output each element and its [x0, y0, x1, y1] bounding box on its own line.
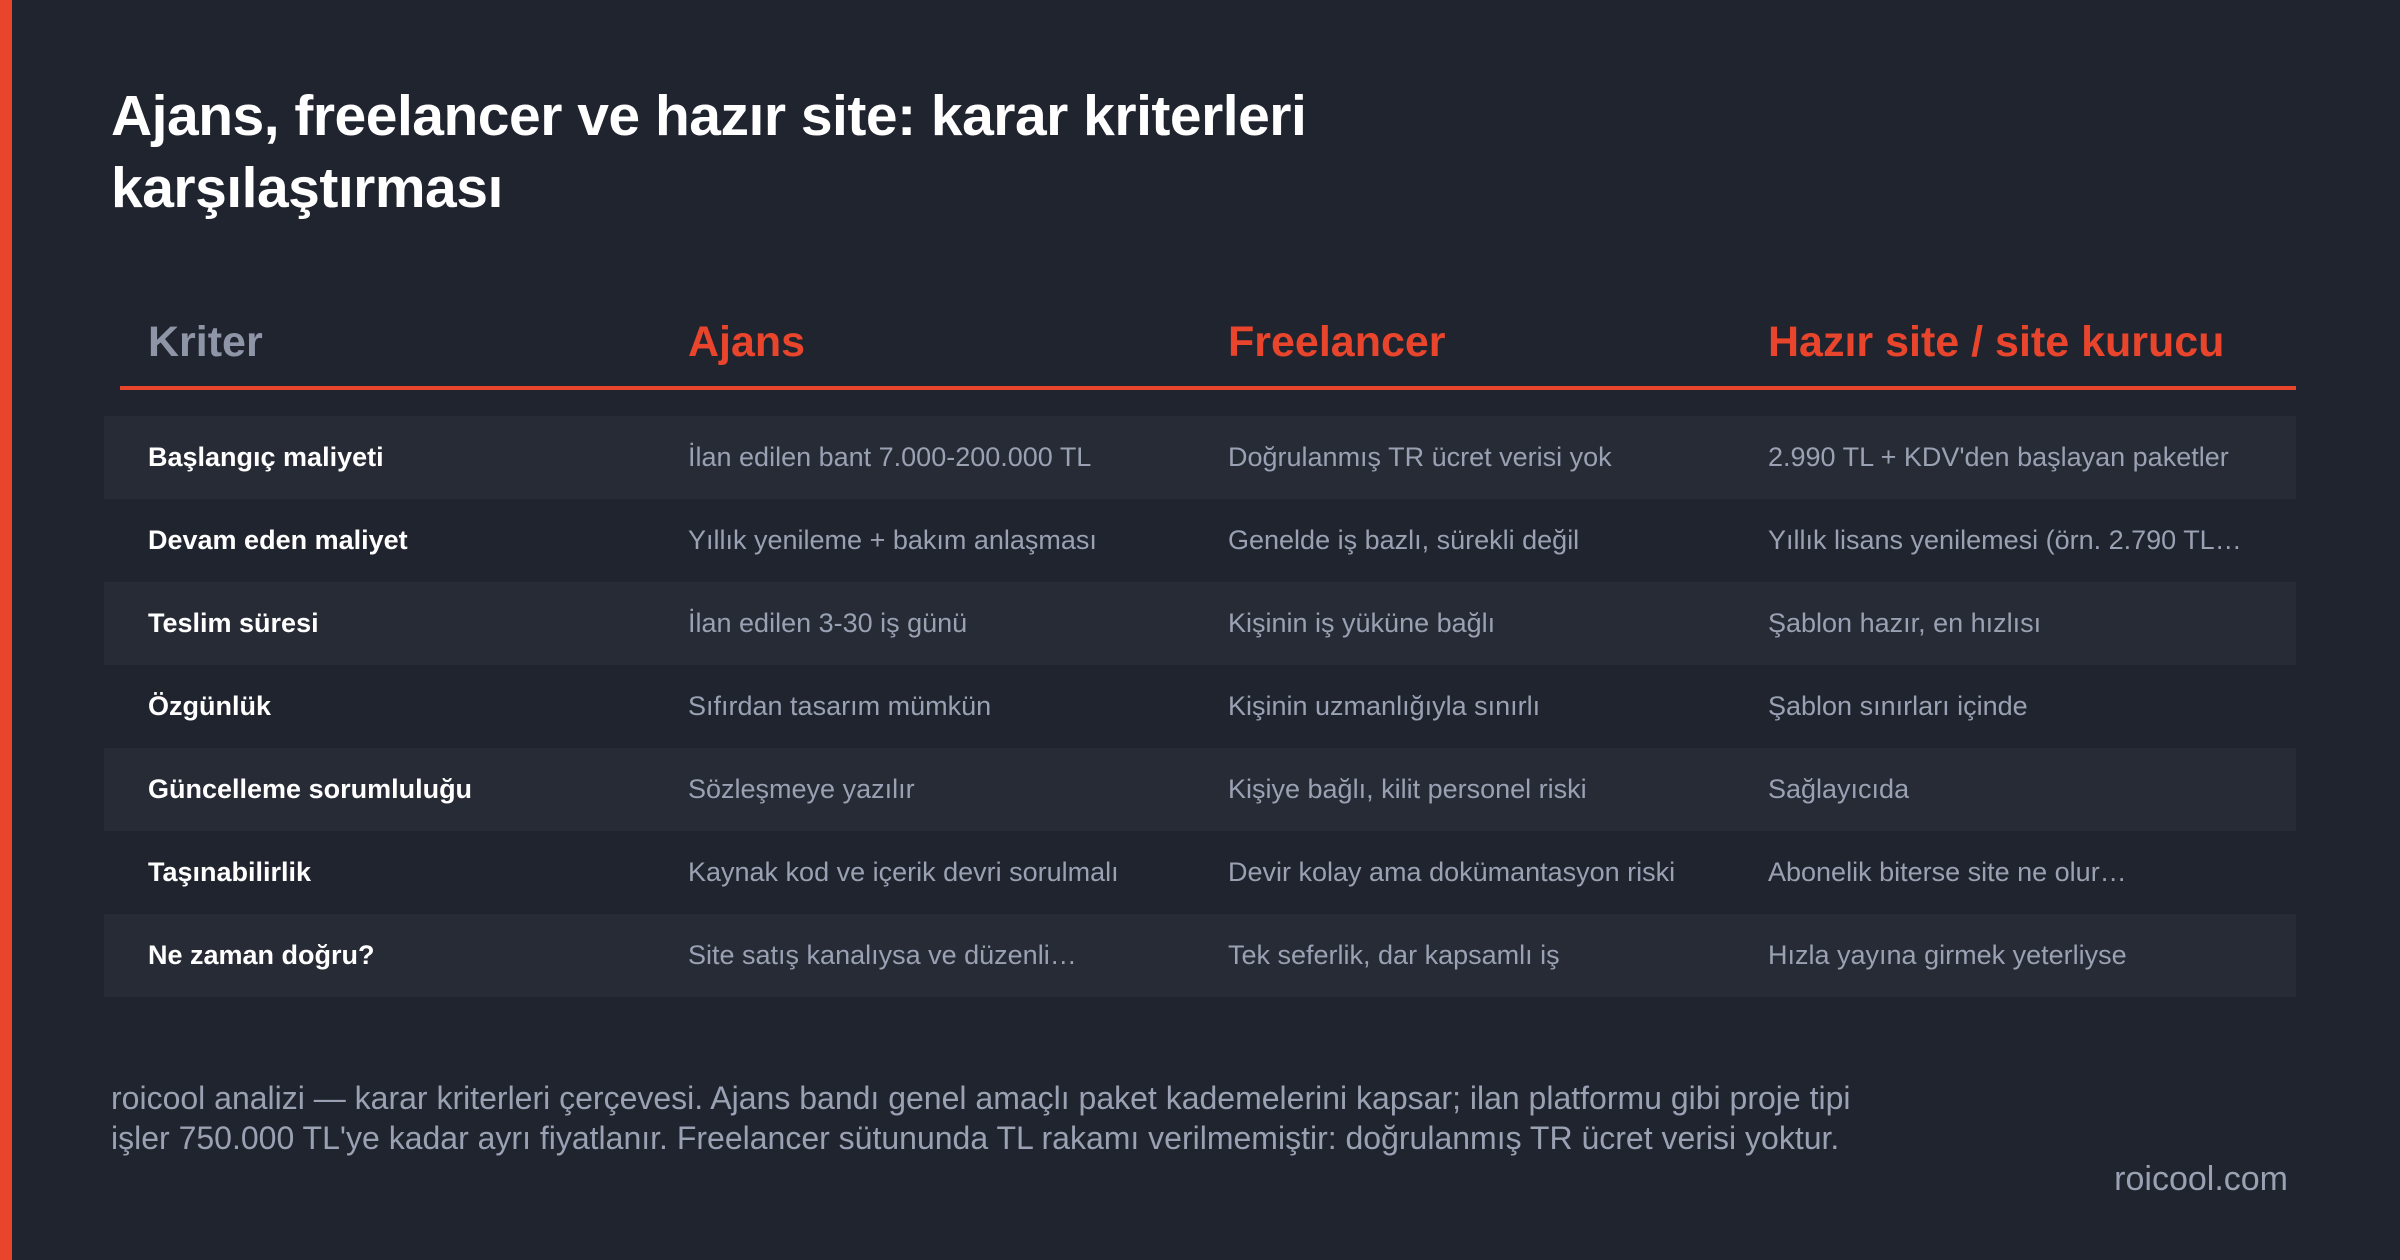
- site-builder-cell: Şablon hazır, en hızlısı: [1768, 608, 2042, 638]
- site-builder-cell: Hızla yayına girmek yeterliyse: [1768, 940, 2127, 970]
- criterion-cell: Güncelleme sorumluluğu: [148, 774, 473, 804]
- table-row: [104, 831, 2296, 914]
- accent-bar: [0, 0, 12, 1260]
- criterion-cell: Devam eden maliyet: [148, 525, 408, 555]
- table-row: [104, 748, 2296, 831]
- header-divider: [120, 386, 2296, 390]
- header-freelancer: Freelancer: [1228, 318, 1446, 366]
- header-criterion: Kriter: [148, 318, 263, 366]
- freelancer-cell: Kişinin uzmanlığıyla sınırlı: [1228, 691, 1541, 721]
- table-row: [104, 582, 2296, 665]
- freelancer-cell: Devir kolay ama dokümantasyon riski: [1228, 857, 1676, 887]
- freelancer-cell: Doğrulanmış TR ücret verisi yok: [1228, 442, 1612, 472]
- page-title: Ajans, freelancer ve hazır site: karar kriterleri karşılaştırması: [111, 84, 1307, 220]
- site-builder-cell: Abonelik biterse site ne olur…: [1768, 857, 2127, 887]
- agency-cell: Sözleşmeye yazılır: [688, 774, 915, 804]
- agency-cell: Sıfırdan tasarım mümkün: [688, 691, 992, 721]
- header-agency: Ajans: [688, 318, 806, 366]
- agency-cell: İlan edilen 3-30 iş günü: [688, 608, 968, 638]
- table-row: [104, 665, 2296, 748]
- criterion-cell: Teslim süresi: [148, 608, 319, 638]
- criterion-cell: Özgünlük: [148, 691, 271, 721]
- site-builder-cell: Sağlayıcıda: [1768, 774, 1910, 804]
- freelancer-cell: Tek seferlik, dar kapsamlı iş: [1228, 940, 1560, 970]
- criterion-cell: Taşınabilirlik: [148, 857, 312, 887]
- freelancer-cell: Kişinin iş yüküne bağlı: [1228, 608, 1496, 638]
- site-builder-cell: Yıllık lisans yenilemesi (örn. 2.790 TL…: [1768, 525, 2242, 555]
- criterion-cell: Başlangıç maliyeti: [148, 442, 384, 472]
- agency-cell: Yıllık yenileme + bakım anlaşması: [688, 525, 1097, 555]
- site-builder-cell: Şablon sınırları içinde: [1768, 691, 2028, 721]
- agency-cell: İlan edilen bant 7.000-200.000 TL: [688, 442, 1092, 472]
- footnote: roicool analizi — karar kriterleri çerçevesi. Ajans bandı genel amaçlı paket kademelerini kapsar; ilan platformu gibi proje tipi işler 750.000 TL'ye kadar ayrı fiyatlanır. Freelancer sütununda TL rakamı verilmemiştir: doğrulanmış TR ücret verisi yoktur.: [111, 1080, 1851, 1156]
- table-row: [104, 499, 2296, 582]
- freelancer-cell: Kişiye bağlı, kilit personel riski: [1228, 774, 1587, 804]
- comparison-table: [104, 302, 2296, 970]
- agency-cell: Kaynak kod ve içerik devri sorulmalı: [688, 857, 1119, 887]
- table-row: [104, 914, 2296, 997]
- table-row: [104, 416, 2296, 499]
- source-domain: roicool.com: [2114, 1160, 2288, 1198]
- table-header: [104, 302, 2296, 388]
- site-builder-cell: 2.990 TL + KDV'den başlayan paketler: [1768, 442, 2229, 472]
- table-body: [104, 416, 2296, 997]
- freelancer-cell: Genelde iş bazlı, sürekli değil: [1228, 525, 1580, 555]
- criterion-cell: Ne zaman doğru?: [148, 940, 375, 970]
- agency-cell: Site satış kanalıysa ve düzenli…: [688, 940, 1077, 970]
- header-site-builder: Hazır site / site kurucu: [1768, 318, 2225, 366]
